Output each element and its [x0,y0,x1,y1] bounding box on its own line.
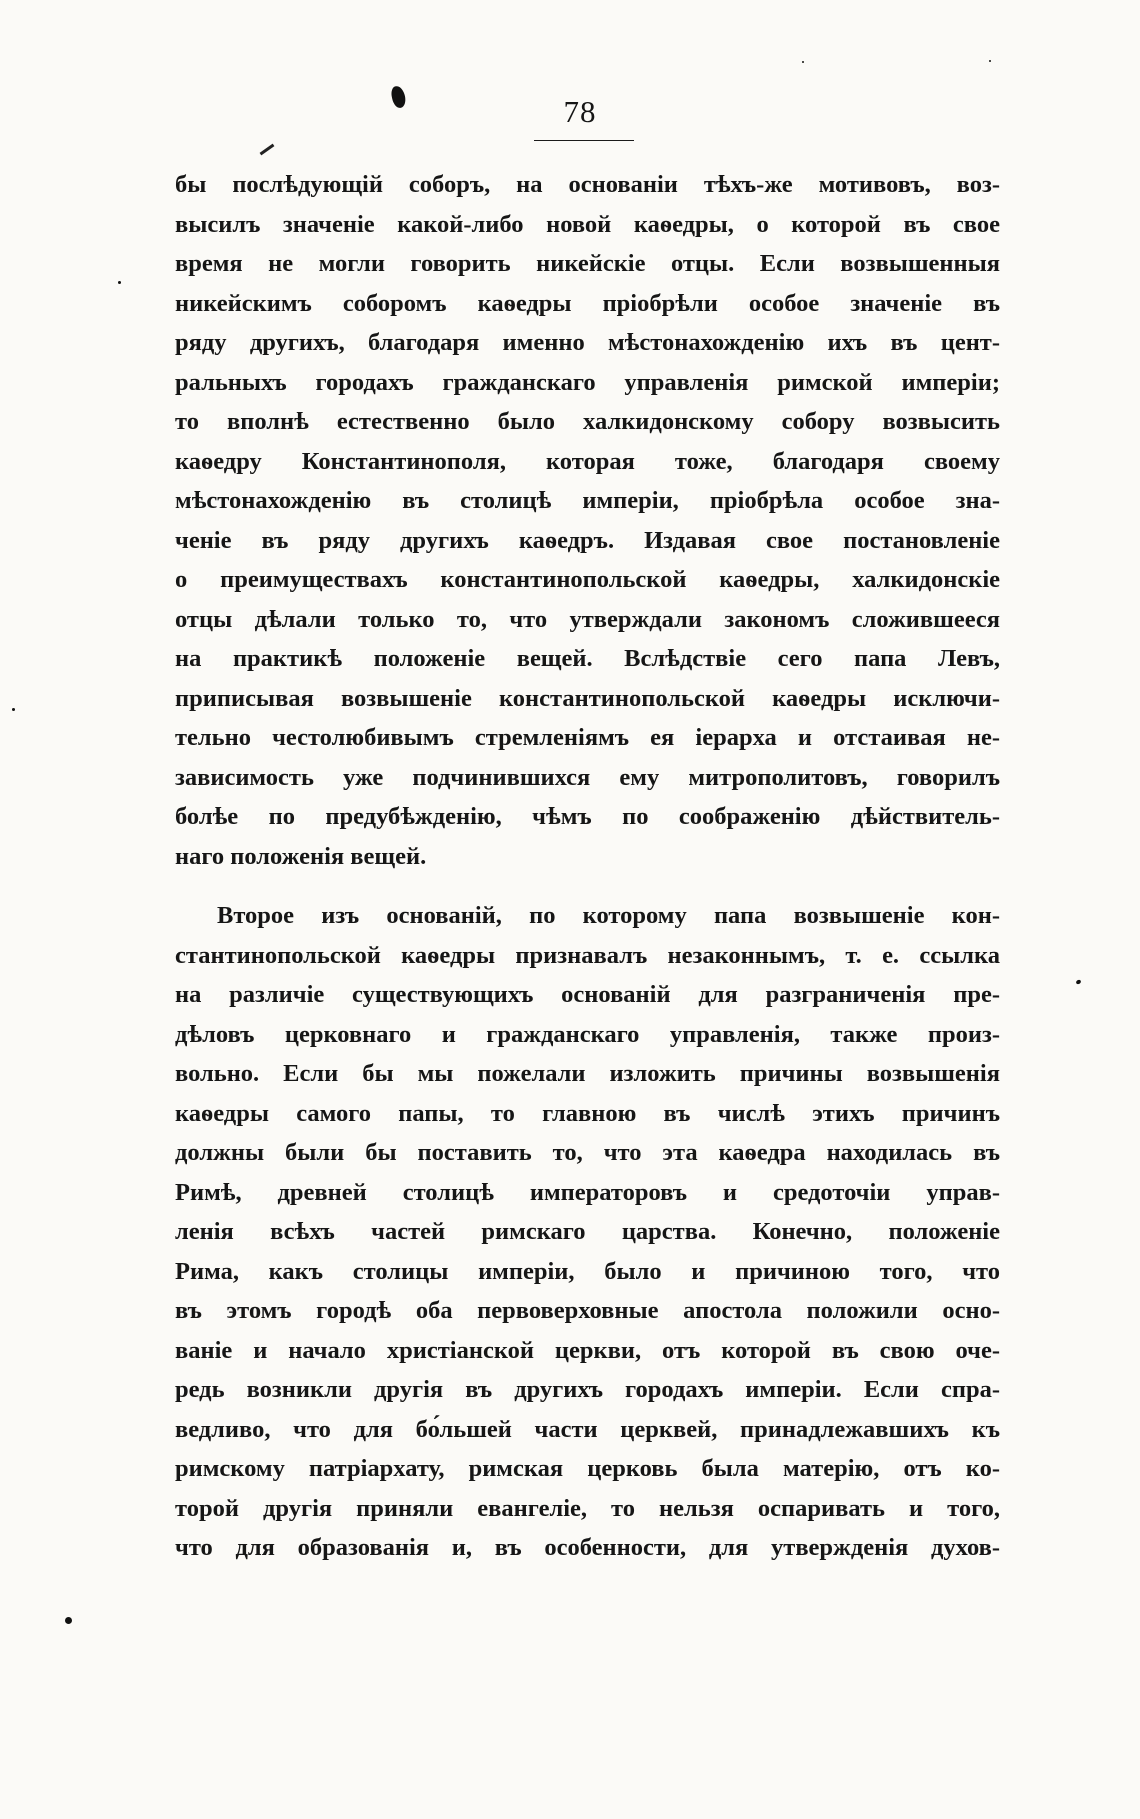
text-line: каѳедры самого папы, то главною въ числѣ этихъ причинъ [175,1099,1000,1127]
speck-mark [118,281,121,284]
ink-dot-mark [65,1617,72,1624]
pencil-check-mark [260,144,275,156]
text-line: каѳедру Константинополя, которая тоже, благодаря своему [175,447,1000,475]
text-line: на различіе существующихъ основаній для разграниченія пре- [175,981,1000,1008]
page-number-rule [534,140,634,141]
text-line: болѣе по предубѣжденію, чѣмъ по соображенію дѣйствитель- [175,803,1000,830]
text-line: ченіе въ ряду другихъ каѳедръ. Издавая свое постановленіе [175,526,1000,554]
paragraph-1 [175,165,1000,876]
text-line: редь возникли другія въ другихъ городахъ имперіи. Если спра- [175,1376,1000,1403]
speck-mark [802,61,804,63]
text-line: отцы дѣлали только то, что утверждали закономъ сложившееся [175,605,1000,633]
text-line: Римѣ, древней столицѣ императоровъ и средоточіи управ- [175,1178,1000,1206]
text-line: торой другія приняли евангеліе, то нельзя оспаривать и того, [175,1494,1000,1522]
text-line: ваніе и начало христіанской церкви, отъ которой въ свою оче- [175,1336,1000,1364]
speck-mark [1075,979,1081,985]
paragraph-2 [175,896,1000,1568]
text-line: приписывая возвышеніе константинопольской каѳедры исключи- [175,684,1000,712]
text-line: римскому патріархату, римская церковь была матерію, отъ ко- [175,1455,1000,1482]
text-line: должны были бы поставить то, что эта каѳедра находилась въ [175,1139,1000,1166]
speck-mark [12,708,15,711]
text-line: наго положенія вещей. [175,842,427,870]
text-line: ряду другихъ, благодаря именно мѣстонахожденію ихъ въ цент- [175,329,1000,356]
paragraph-gap [175,876,1000,896]
text-line: на практикѣ положеніе вещей. Вслѣдствіе сего папа Левъ, [175,645,1000,672]
text-line: тельно честолюбивымъ стремленіямъ ея іерарха и отстаивая не- [175,724,1000,751]
text-line: бы послѣдующій соборъ, на основаніи тѣхъ-же мотивовъ, воз- [175,171,1000,198]
text-line: ведливо, что для бо́льшей части церквей, принадлежавшихъ къ [175,1415,1000,1443]
text-line: ральныхъ городахъ гражданскаго управленія римской имперіи; [175,368,1000,396]
text-line: дѣловъ церковнаго и гражданскаго управленія, также произ- [175,1020,1000,1048]
body-text [175,165,1000,1568]
text-line: то вполнѣ естественно было халкидонскому собору возвысить [175,408,1000,435]
text-line: Второе изъ основаній, по которому папа возвышеніе кон- [217,902,1000,929]
text-line: въ этомъ городѣ оба первоверховные апостола положили осно- [175,1297,1000,1324]
text-line: время не могли говорить никейскіе отцы. Если возвышенныя [175,250,1000,277]
text-line: никейскимъ соборомъ каѳедры пріобрѣли особое значеніе въ [175,289,1000,317]
text-line: стантинопольской каѳедры признавалъ незаконнымъ, т. е. ссылка [175,941,1000,969]
text-line: Рима, какъ столицы имперіи, было и причиною того, что [175,1257,1000,1285]
text-line: высилъ значеніе какой-либо новой каѳедры, о которой въ свое [175,210,1000,238]
text-line: вольно. Если бы мы пожелали изложить причины возвышенія [175,1060,1000,1087]
text-line: что для образованія и, въ особенности, для утвержденія духов- [175,1534,1000,1561]
ink-blot-mark [390,85,407,109]
text-line: ленія всѣхъ частей римскаго царства. Конечно, положеніе [175,1218,1000,1245]
text-line: зависимость уже подчинившихся ему митрополитовъ, говорилъ [175,763,1000,791]
speck-mark [989,60,991,62]
text-line: о преимуществахъ константинопольской каѳедры, халкидонскіе [175,566,1000,593]
text-line: мѣстонахожденію въ столицѣ имперіи, пріобрѣла особое зна- [175,487,1000,514]
page-number: 78 [563,94,597,129]
